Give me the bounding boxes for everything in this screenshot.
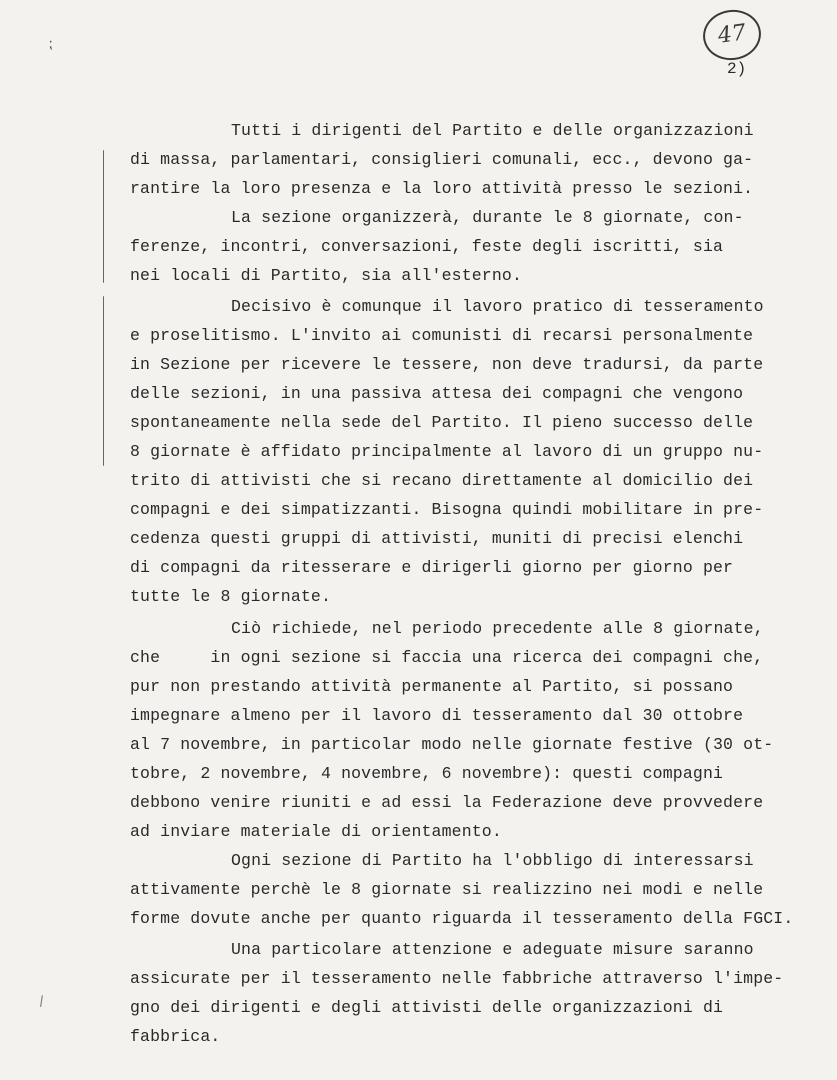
- text-line: forme dovute anche per quanto riguarda il tesseramento della FGCI.: [130, 909, 794, 928]
- text-line: e proselitismo. L'invito ai comunisti di recarsi personalmente: [130, 326, 754, 345]
- text-line: cedenza questi gruppi di attivisti, muniti di precisi elenchi: [130, 529, 744, 548]
- page-number: 2): [727, 60, 747, 78]
- text-line: ad inviare materiale di orientamento.: [130, 822, 502, 841]
- text-line: spontaneamente nella sede del Partito. Il pieno successo delle: [130, 413, 754, 432]
- text-line: attivamente perchè le 8 giornate si realizzino nei modi e nelle: [130, 880, 764, 899]
- text-line: di compagni da ritesserare e dirigerli giorno per giorno per: [130, 558, 734, 577]
- margin-bracket-1: [103, 150, 104, 283]
- text-line: nei locali di Partito, sia all'esterno.: [130, 266, 523, 285]
- text-line: Ciò richiede, nel periodo precedente alle 8 giornate,: [231, 619, 764, 638]
- text-line: compagni e dei simpatizzanti. Bisogna quindi mobilitare in pre-: [130, 500, 764, 519]
- margin-mark-bottom: /: [35, 994, 49, 1012]
- text-line: gno dei dirigenti e degli attivisti delle organizzazioni di: [130, 998, 724, 1017]
- text-line: al 7 novembre, in particolar modo nelle giornate festive (30 ot-: [130, 735, 774, 754]
- text-line: 8 giornate è affidato principalmente al lavoro di un gruppo nu-: [130, 442, 764, 461]
- text-line: Tutti i dirigenti del Partito e delle organizzazioni: [231, 121, 754, 140]
- text-line: di massa, parlamentari, consiglieri comunali, ecc., devono ga-: [130, 150, 754, 169]
- text-line: pur non prestando attività permanente al Partito, si possano: [130, 677, 734, 696]
- text-line: trito di attivisti che si recano direttamente al domicilio dei: [130, 471, 754, 490]
- text-line: La sezione organizzerà, durante le 8 giornate, con-: [231, 208, 744, 227]
- margin-mark-top: ⁏: [48, 37, 53, 53]
- text-line: tobre, 2 novembre, 4 novembre, 6 novembre): questi compagni: [130, 764, 724, 783]
- margin-bracket-2: [103, 296, 104, 466]
- text-line: Decisivo è comunque il lavoro pratico di tesseramento: [231, 297, 764, 316]
- text-line: impegnare almeno per il lavoro di tesseramento dal 30 ottobre: [130, 706, 744, 725]
- text-line: tutte le 8 giornate.: [130, 587, 332, 606]
- text-line: in Sezione per ricevere le tessere, non deve tradursi, da parte: [130, 355, 764, 374]
- archive-stamp: 47: [700, 6, 764, 64]
- text-line: ferenze, incontri, conversazioni, feste degli iscritti, sia: [130, 237, 724, 256]
- text-line: delle sezioni, in una passiva attesa dei compagni che vengono: [130, 384, 744, 403]
- text-line: Una particolare attenzione e adeguate misure saranno: [231, 940, 754, 959]
- text-line: Ogni sezione di Partito ha l'obbligo di interessarsi: [231, 851, 754, 870]
- text-line: rantire la loro presenza e la loro attività presso le sezioni.: [130, 179, 754, 198]
- text-line: assicurate per il tesseramento nelle fabbriche attraverso l'impe-: [130, 969, 784, 988]
- text-line: debbono venire riuniti e ad essi la Federazione deve provvedere: [130, 793, 764, 812]
- text-line: fabbrica.: [130, 1027, 221, 1046]
- text-line: che in ogni sezione si faccia una ricerca dei compagni che,: [130, 648, 764, 667]
